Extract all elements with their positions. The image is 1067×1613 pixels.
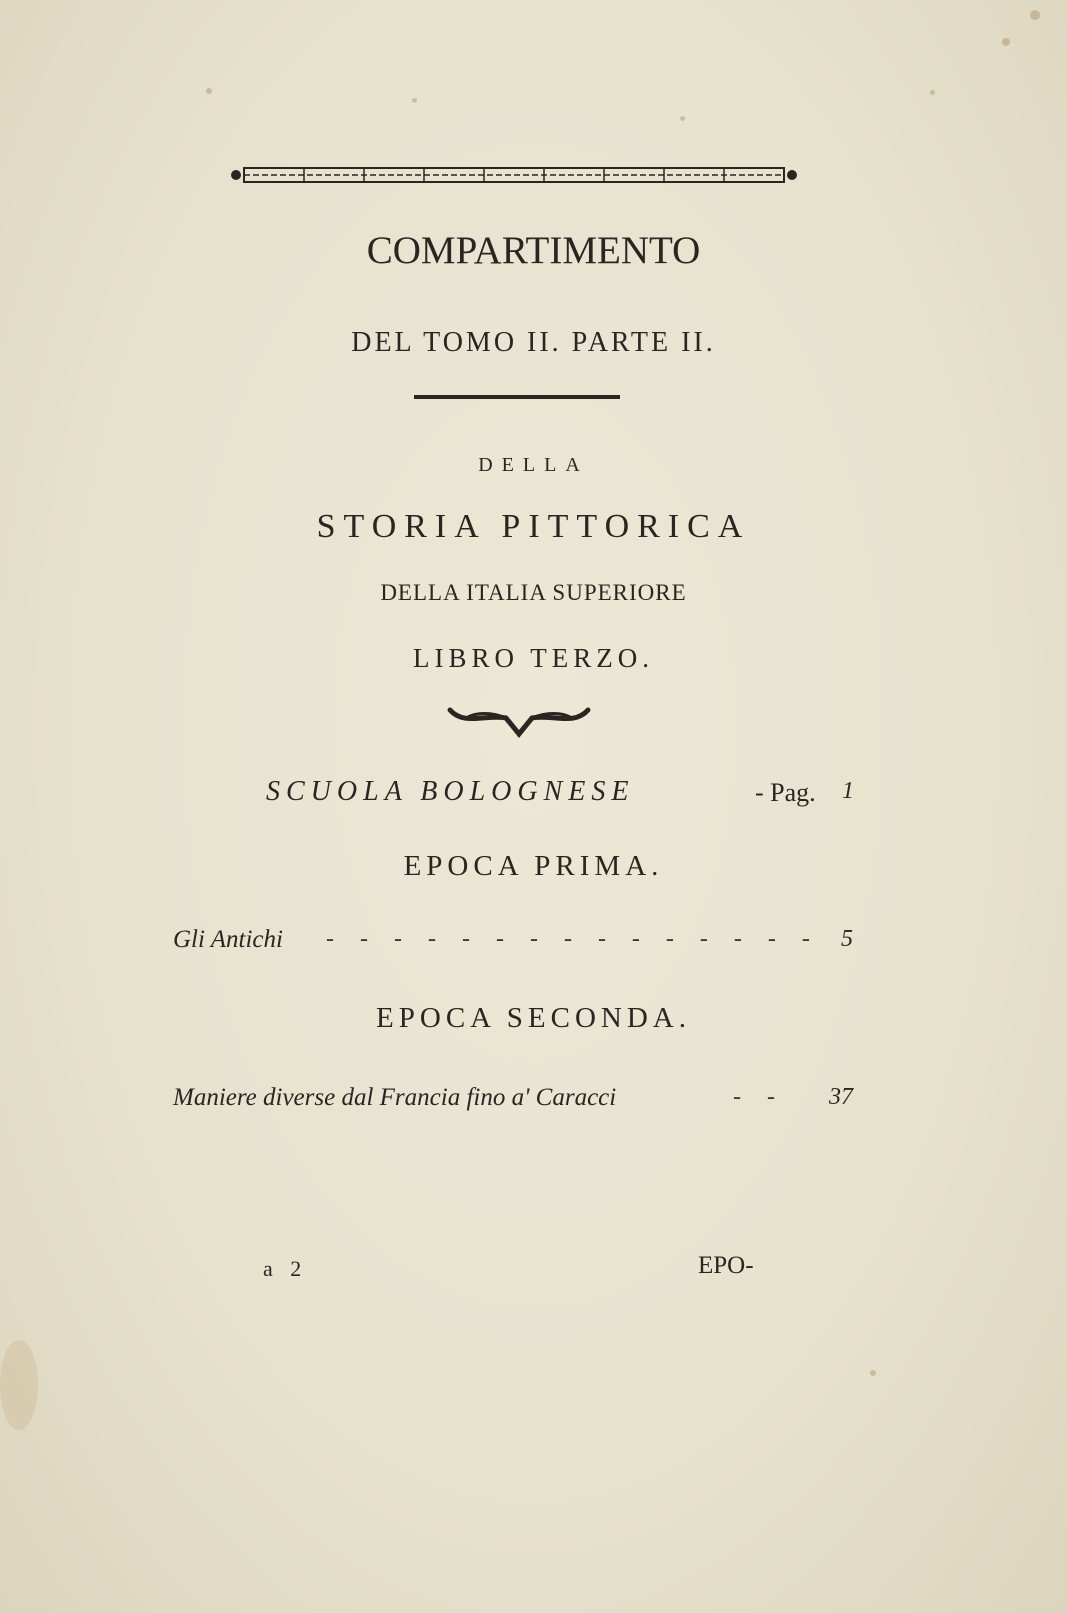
page-subtitle: DEL TOMO II. PARTE II. bbox=[351, 327, 716, 358]
toc-entry-one bbox=[173, 926, 853, 966]
signature-mark: a 2 bbox=[263, 1256, 308, 1281]
toc-entry-two-leader: - - bbox=[733, 1084, 785, 1110]
toc-entry-two bbox=[173, 1084, 853, 1124]
stain bbox=[412, 98, 417, 103]
toc-entry-two-label: Maniere diverse dal Francia fino a' Caracci bbox=[173, 1084, 617, 1111]
work-title: STORIA PITTORICA bbox=[316, 508, 751, 545]
stain bbox=[680, 116, 685, 121]
stain bbox=[0, 1340, 38, 1430]
epoch-one-heading: EPOCA PRIMA. bbox=[403, 850, 664, 882]
catchword: EPO- bbox=[698, 1252, 754, 1279]
ornamental-border-icon bbox=[230, 164, 800, 186]
epoch-two-heading: EPOCA SECONDA. bbox=[376, 1002, 691, 1034]
stain bbox=[870, 1370, 876, 1376]
stain bbox=[1030, 10, 1040, 20]
stain bbox=[930, 90, 935, 95]
stain bbox=[206, 88, 212, 94]
work-region: DELLA ITALIA SUPERIORE bbox=[380, 580, 687, 605]
school-heading: SCUOLA BOLOGNESE bbox=[266, 776, 635, 807]
rule-line-icon bbox=[414, 394, 620, 400]
toc-entry-one-label: Gli Antichi bbox=[173, 926, 283, 953]
work-della: DELLA bbox=[478, 454, 589, 476]
school-page-number: 1 bbox=[842, 778, 854, 804]
toc-entry-one-page: 5 bbox=[841, 926, 853, 952]
toc-entry-one-leader: - - - - - - - - - - - - - - - bbox=[326, 926, 820, 952]
flourish-icon bbox=[446, 704, 592, 738]
work-book: LIBRO TERZO. bbox=[413, 643, 654, 673]
toc-entry-two-page: 37 bbox=[829, 1084, 853, 1110]
page-label: - Pag. bbox=[755, 778, 816, 807]
stain bbox=[1002, 38, 1010, 46]
page-title: COMPARTIMENTO bbox=[366, 229, 701, 272]
